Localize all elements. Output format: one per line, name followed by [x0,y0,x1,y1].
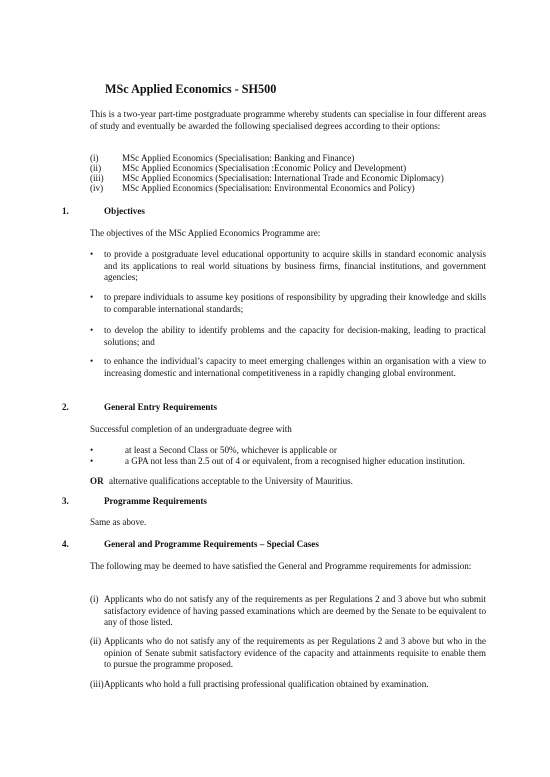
objective-item: to prepare individuals to assume key positions of responsibility by upgrading their knowledge and skills to comparable international standards; [104,292,486,314]
section-number: 2. [62,402,69,412]
intro-paragraph: This is a two-year part-time postgraduate programme whereby students can specialise in four different areas of study and eventually be awarded the following specialised degrees according to their options: [90,109,486,131]
objectives-intro: The objectives of the MSc Applied Economics Programme are: [90,228,321,238]
special-case-text: Applicants who do not satisfy any of the requirements as per Regulations 2 and 3 above but who in the opinion of Senate submit satisfactory evidence of the capacity and attainments requisite to enable them to pursue the programme proposed. [104,636,486,670]
document-title: MSc Applied Economics - SH500 [105,82,277,96]
bullet-icon: • [90,456,94,466]
special-case-number: (ii) [90,636,102,646]
option-number: (ii) [90,163,102,173]
objective-item: to enhance the individual’s capacity to meet emerging challenges within an organisation with a view to increasing domestic and international competitiveness in a rapidly changing global environment. [104,356,486,378]
bullet-icon: • [90,356,94,366]
special-case-number: (i) [90,594,99,604]
option-text: MSc Applied Economics (Specialisation: International Trade and Economic Diplomacy) [122,173,444,183]
special-case-number: (iii) [90,679,104,689]
section-title-objectives: Objectives [104,206,145,216]
section-title-entry-requirements: General Entry Requirements [104,402,217,412]
bullet-icon: • [90,325,94,335]
bullet-icon: • [90,445,94,455]
section-number: 4. [62,539,69,549]
section-title-programme-requirements: Programme Requirements [104,496,207,506]
programme-requirements-text: Same as above. [90,517,147,527]
option-text: MSc Applied Economics (Specialisation: Banking and Finance) [122,153,355,163]
section-number: 1. [62,206,69,216]
entry-item: a GPA not less than 2.5 out of 4 or equivalent, from a recognised higher education institution. [125,456,465,466]
section-number: 3. [62,496,69,506]
special-case-text: Applicants who do not satisfy any of the requirements as per Regulations 2 and 3 above but who submit satisfactory evidence of having passed examinations which are deemed by the Senate to be equivalent to any of those listed. [104,594,486,628]
or-text: alternative qualifications acceptable to the University of Mauritius. [109,476,353,486]
option-number: (iv) [90,183,104,193]
bullet-icon: • [90,292,94,302]
bullet-icon: • [90,249,94,259]
option-number: (i) [90,153,99,163]
or-label: OR [90,476,104,486]
special-intro: The following may be deemed to have satisfied the General and Programme requirements for admission: [90,561,472,571]
objective-item: to develop the ability to identify problems and the capacity for decision-making, leading to practical solutions; and [104,325,486,347]
option-text: MSc Applied Economics (Specialisation :Economic Policy and Development) [122,163,407,173]
objective-item: to provide a postgraduate level educational opportunity to acquire skills in standard economic analysis and its applications to real world situations by business firms, financial institutions, and government agencies; [104,249,486,283]
section-title-special-cases: General and Programme Requirements – Special Cases [104,539,319,549]
entry-intro: Successful completion of an undergraduate degree with [90,424,292,434]
special-case-text: Applicants who hold a full practising professional qualification obtained by examination. [104,679,429,689]
option-number: (iii) [90,173,104,183]
option-text: MSc Applied Economics (Specialisation: Environmental Economics and Policy) [122,183,415,193]
entry-item: at least a Second Class or 50%, whichever is applicable or [125,445,337,455]
